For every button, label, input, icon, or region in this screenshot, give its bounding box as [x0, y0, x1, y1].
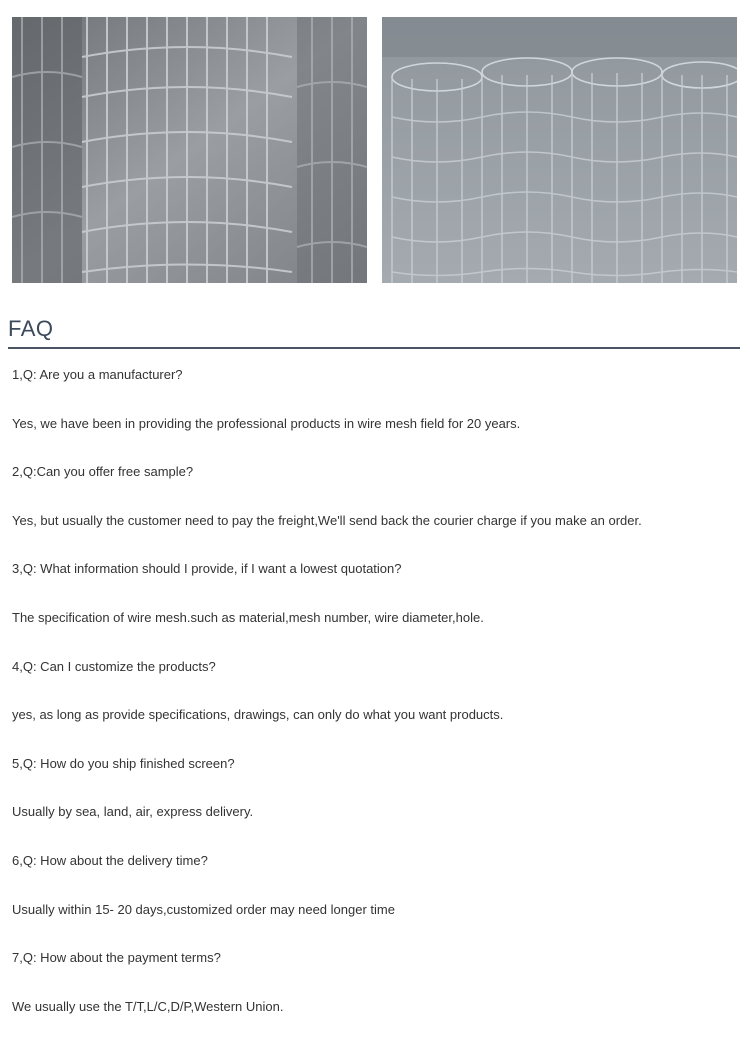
faq-answer: Usually by sea, land, air, express delivery.: [12, 804, 254, 820]
faq-question: 3,Q: What information should I provide, if I want a lowest quotation?: [12, 561, 402, 577]
faq-question: 2,Q:Can you offer free sample?: [12, 464, 194, 480]
faq-question: 1,Q: Are you a manufacturer?: [12, 367, 183, 382]
wire-mesh-roll-photo-closeup: [12, 17, 367, 283]
faq-answer: Yes, but usually the customer need to pay the freight,We'll send back the courier charge if you make an order.: [12, 512, 642, 528]
faq-answer: The specification of wire mesh.such as material,mesh number, wire diameter,hole.: [12, 609, 484, 625]
faq-answer: We usually use the T/T,L/C,D/P,Western Union.: [12, 998, 284, 1014]
faq-divider: [8, 347, 740, 349]
faq-answer: Yes, we have been in providing the professional products in wire mesh field for 20 years.: [12, 415, 521, 431]
faq-list: [12, 366, 737, 1046]
faq-question: 4,Q: Can I customize the products?: [12, 658, 216, 674]
product-photos: [12, 17, 737, 283]
faq-question: 7,Q: How about the payment terms?: [12, 950, 221, 966]
faq-answer: Usually within 15- 20 days,customized order may need longer time: [12, 901, 395, 917]
wire-mesh-rolls-stacked-photo: [382, 17, 737, 283]
faq-question: 5,Q: How do you ship finished screen?: [12, 755, 235, 771]
faq-answer: yes, as long as provide specifications, drawings, can only do what you want products.: [12, 707, 504, 723]
faq-heading: FAQ: [8, 316, 54, 341]
faq-question: 6,Q: How about the delivery time?: [12, 852, 208, 868]
